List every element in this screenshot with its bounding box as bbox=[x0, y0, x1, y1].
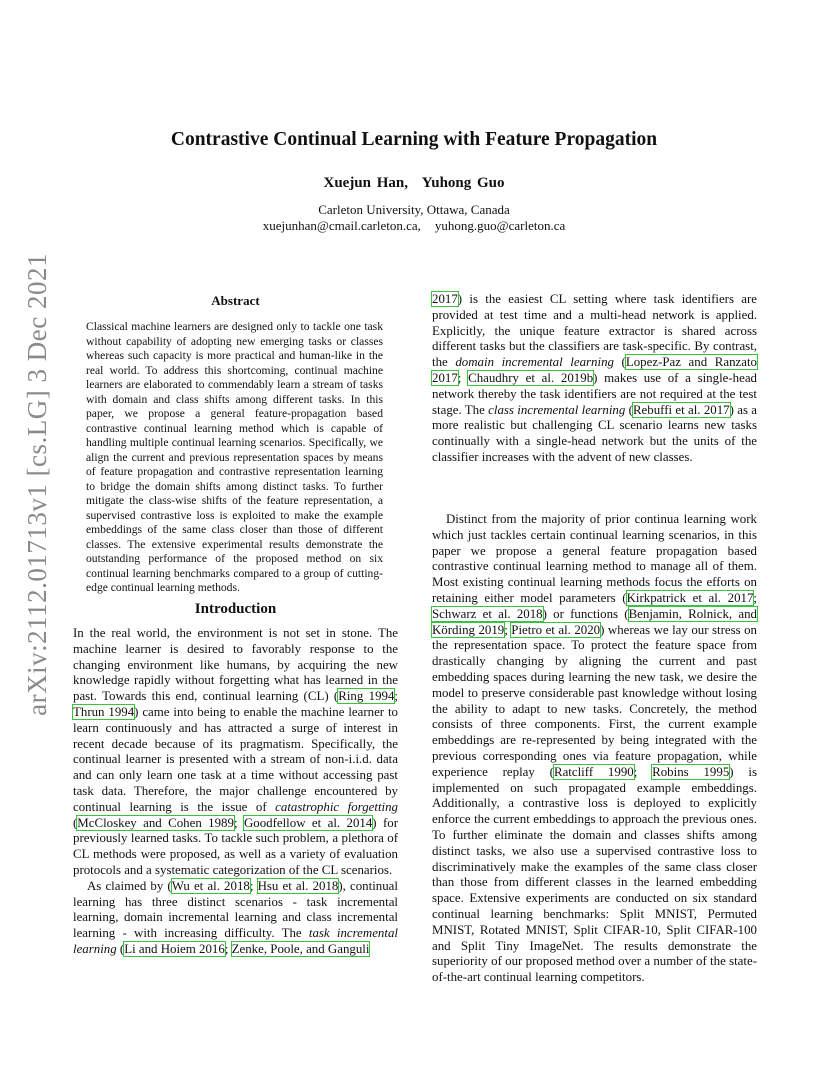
citation-link[interactable]: Hsu et al. 2018 bbox=[257, 878, 339, 893]
affiliation-block bbox=[0, 202, 828, 234]
emphasized-term: class incremental learning bbox=[488, 402, 626, 417]
body-text: ), continual learning has three distinct scenarios - task incremental learning, domain incremental learning and class incremental learning - with increasing difficulty. The bbox=[73, 878, 398, 941]
citation-link[interactable]: Ratcliff 1990 bbox=[553, 764, 634, 779]
body-text: ) makes use of a single-head network thereby the task identifiers are not required at the test stage. The bbox=[432, 370, 758, 417]
body-text: ) whereas we lay our stress on the representation space. To protect the feature space from drastically changing by aligning the current and past embedding spaces during learning the new task, we desire the model to preserve considerable past knowledge without losing the ability to adapt to new tasks. Concretely, the method consists of three components. First, the current example embeddings are re-represented by being integrated with the previous corresponding ones via feature propagation, while experience replay ( bbox=[432, 622, 757, 779]
body-text: ; bbox=[224, 941, 232, 956]
paragraph bbox=[432, 292, 757, 466]
body-text: ) as a more realistic but challenging CL scenario learns new tasks continually with a single-head network but the units of the classifier increases with the advent of new classes. bbox=[432, 402, 757, 464]
body-text: In the real world, the environment is not set in stone. The machine learner is desired to favorably response to the changing environment like humans, by acquiring the new knowledge rapidly without forgetting what has learned in the past. Towards this end, continual learning (CL) ( bbox=[73, 626, 398, 704]
emphasized-term: domain incremental learning bbox=[455, 355, 614, 370]
body-text: ; bbox=[249, 878, 258, 893]
citation-link[interactable]: Thrun 1994 bbox=[73, 704, 135, 719]
right-column-paragraph-1 bbox=[432, 292, 757, 466]
citation-link[interactable]: Lopez-Paz and Ranzato 2017 bbox=[432, 355, 757, 385]
body-text: ; bbox=[457, 370, 469, 385]
introduction-body bbox=[73, 626, 398, 958]
email-address[interactable]: yuhong.guo@carleton.ca bbox=[434, 218, 566, 233]
paper-title: Contrastive Continual Learning with Feature Propagation bbox=[170, 129, 658, 150]
body-text: ; bbox=[233, 815, 244, 830]
citation-link[interactable]: Pietro et al. 2020 bbox=[511, 622, 601, 637]
body-text: ; bbox=[504, 622, 512, 637]
author-list bbox=[0, 175, 828, 192]
citation-link[interactable]: Rebuffi et al. 2017 bbox=[632, 402, 730, 417]
email-list bbox=[0, 218, 828, 234]
citation-link[interactable]: Kirkpatrick et al. 2017 bbox=[626, 590, 754, 605]
body-text: ( bbox=[613, 355, 626, 370]
body-text: ) or functions ( bbox=[542, 606, 629, 621]
body-text: ) is implemented on such propagated example embeddings. Additionally, a contrastive loss is deployed to explicitly enforce the current embeddings to approach the previous ones. To further eliminate the domain and classes shifts among distinct tasks, we also use a supervised contrastive loss to discriminatively make the examples of the same class closer than those from different classes in the learned embedding space. Extensive experiments are conducted on six standard continual learning benchmarks: Split MNIST, Permuted MNIST, Rotated MNIST, Split CIFAR-10, Split CIFAR-100 and Split Tiny ImageNet. The results demonstrate the superiority of our proposed method over a number of the state-of-the-art continual learning competitors. bbox=[432, 764, 757, 985]
emphasized-term: catastrophic forgetting bbox=[275, 799, 399, 814]
citation-link[interactable]: 2017 bbox=[432, 292, 458, 306]
citation-link[interactable]: Robins 1995 bbox=[652, 764, 730, 779]
citation-link[interactable]: Zenke, Poole, and Ganguli bbox=[231, 941, 370, 956]
body-text: ) for previously learned tasks. To tackle such problem, a plethora of CL methods were proposed, as well as a variety of evaluation protocols and a systematic categorization of the CL scenarios. bbox=[73, 815, 399, 877]
paragraph bbox=[73, 626, 398, 879]
abstract-text: Classical machine learners are designed only to tackle one task without capability of adopting new emerging tasks or classes whereas such capacity is more practical and human-like in the real world. To address this shortcoming, continual machine learners are elaborated to commendably learn a stream of tasks with domain and class shifts among different tasks. In this paper, we propose a general feature-propagation based contrastive continual learning method which is capable of handling multiple continual learning scenarios. Specifically, we align the current and previous representation spaces by means of feature propagation and contrastive representation learning to bridge the domain shifts among distinct tasks. To further mitigate the class-wise shifts of the feature representation, a supervised contrastive loss is exploited to make the example embeddings of the same class closer than those of different classes. The extensive experimental results demonstrate the outstanding performance of the proposed method on six continual learning benchmarks compared to a group of cutting-edge continual learning methods. bbox=[86, 320, 383, 594]
citation-link[interactable]: Chaudhry et al. 2019b bbox=[468, 370, 594, 385]
right-column-paragraph-2 bbox=[432, 512, 757, 986]
body-text: ; bbox=[394, 689, 399, 704]
citation-link[interactable]: Li and Hoiem 2016 bbox=[124, 941, 225, 956]
citation-link[interactable]: Goodfellow et al. 2014 bbox=[243, 815, 373, 830]
arxiv-identifier-text: arXiv:2112.01713v1 [cs.LG] 3 Dec 2021 bbox=[21, 252, 52, 716]
body-text: Distinct from the majority of prior continua learning work which just tackles certain continual learning scenarios, in this paper we propose a general feature propagation based contrastive continual learning method to manage all of them. Most existing continual learning methods focus the efforts on retaining either model parameters ( bbox=[432, 512, 757, 605]
body-text: ( bbox=[625, 402, 633, 417]
author-name: Yuhong Guo bbox=[421, 175, 505, 191]
paragraph bbox=[73, 879, 398, 958]
arxiv-identifier-stamp bbox=[20, 252, 54, 716]
abstract-heading: Abstract bbox=[211, 293, 260, 308]
body-text: ; bbox=[633, 764, 653, 779]
author-name: Xuejun Han, bbox=[323, 175, 409, 191]
email-address[interactable]: xuejunhan@cmail.carleton.ca, bbox=[262, 218, 421, 233]
introduction-heading: Introduction bbox=[194, 601, 277, 617]
body-text: ( bbox=[116, 941, 125, 956]
emphasized-term: task incremental learning bbox=[73, 926, 398, 956]
body-text: ; bbox=[753, 590, 757, 605]
citation-link[interactable]: Benjamin, Rolnick, and Körding 2019 bbox=[432, 606, 757, 637]
body-text: ( bbox=[73, 815, 78, 830]
body-text: ) came into being to enable the machine learner to learn continuously and has attracted a surge of interest in recent decade because of its pragmatism. Specifically, the continual learner is presented with a stream of non-i.i.d. data and can only learn one task at a time without accessing past task data. Therefore, the major challenge encountered by continual learning is the issue of bbox=[73, 704, 398, 814]
body-text: As claimed by ( bbox=[87, 878, 172, 893]
paragraph bbox=[432, 512, 757, 986]
citation-link[interactable]: Wu et al. 2018 bbox=[171, 878, 250, 893]
affiliation: Carleton University, Ottawa, Canada bbox=[318, 202, 510, 217]
citation-link[interactable]: Ring 1994 bbox=[338, 689, 395, 704]
body-text: ) is the easiest CL setting where task identifiers are provided at test time and a multi-head network is applied. Explicitly, the unique feature extractor is shared across different tasks but the classifiers are task-specific. By contrast, the bbox=[432, 292, 757, 370]
citation-link[interactable]: Schwarz et al. 2018 bbox=[432, 606, 543, 621]
citation-link[interactable]: McCloskey and Cohen 1989 bbox=[77, 815, 234, 830]
